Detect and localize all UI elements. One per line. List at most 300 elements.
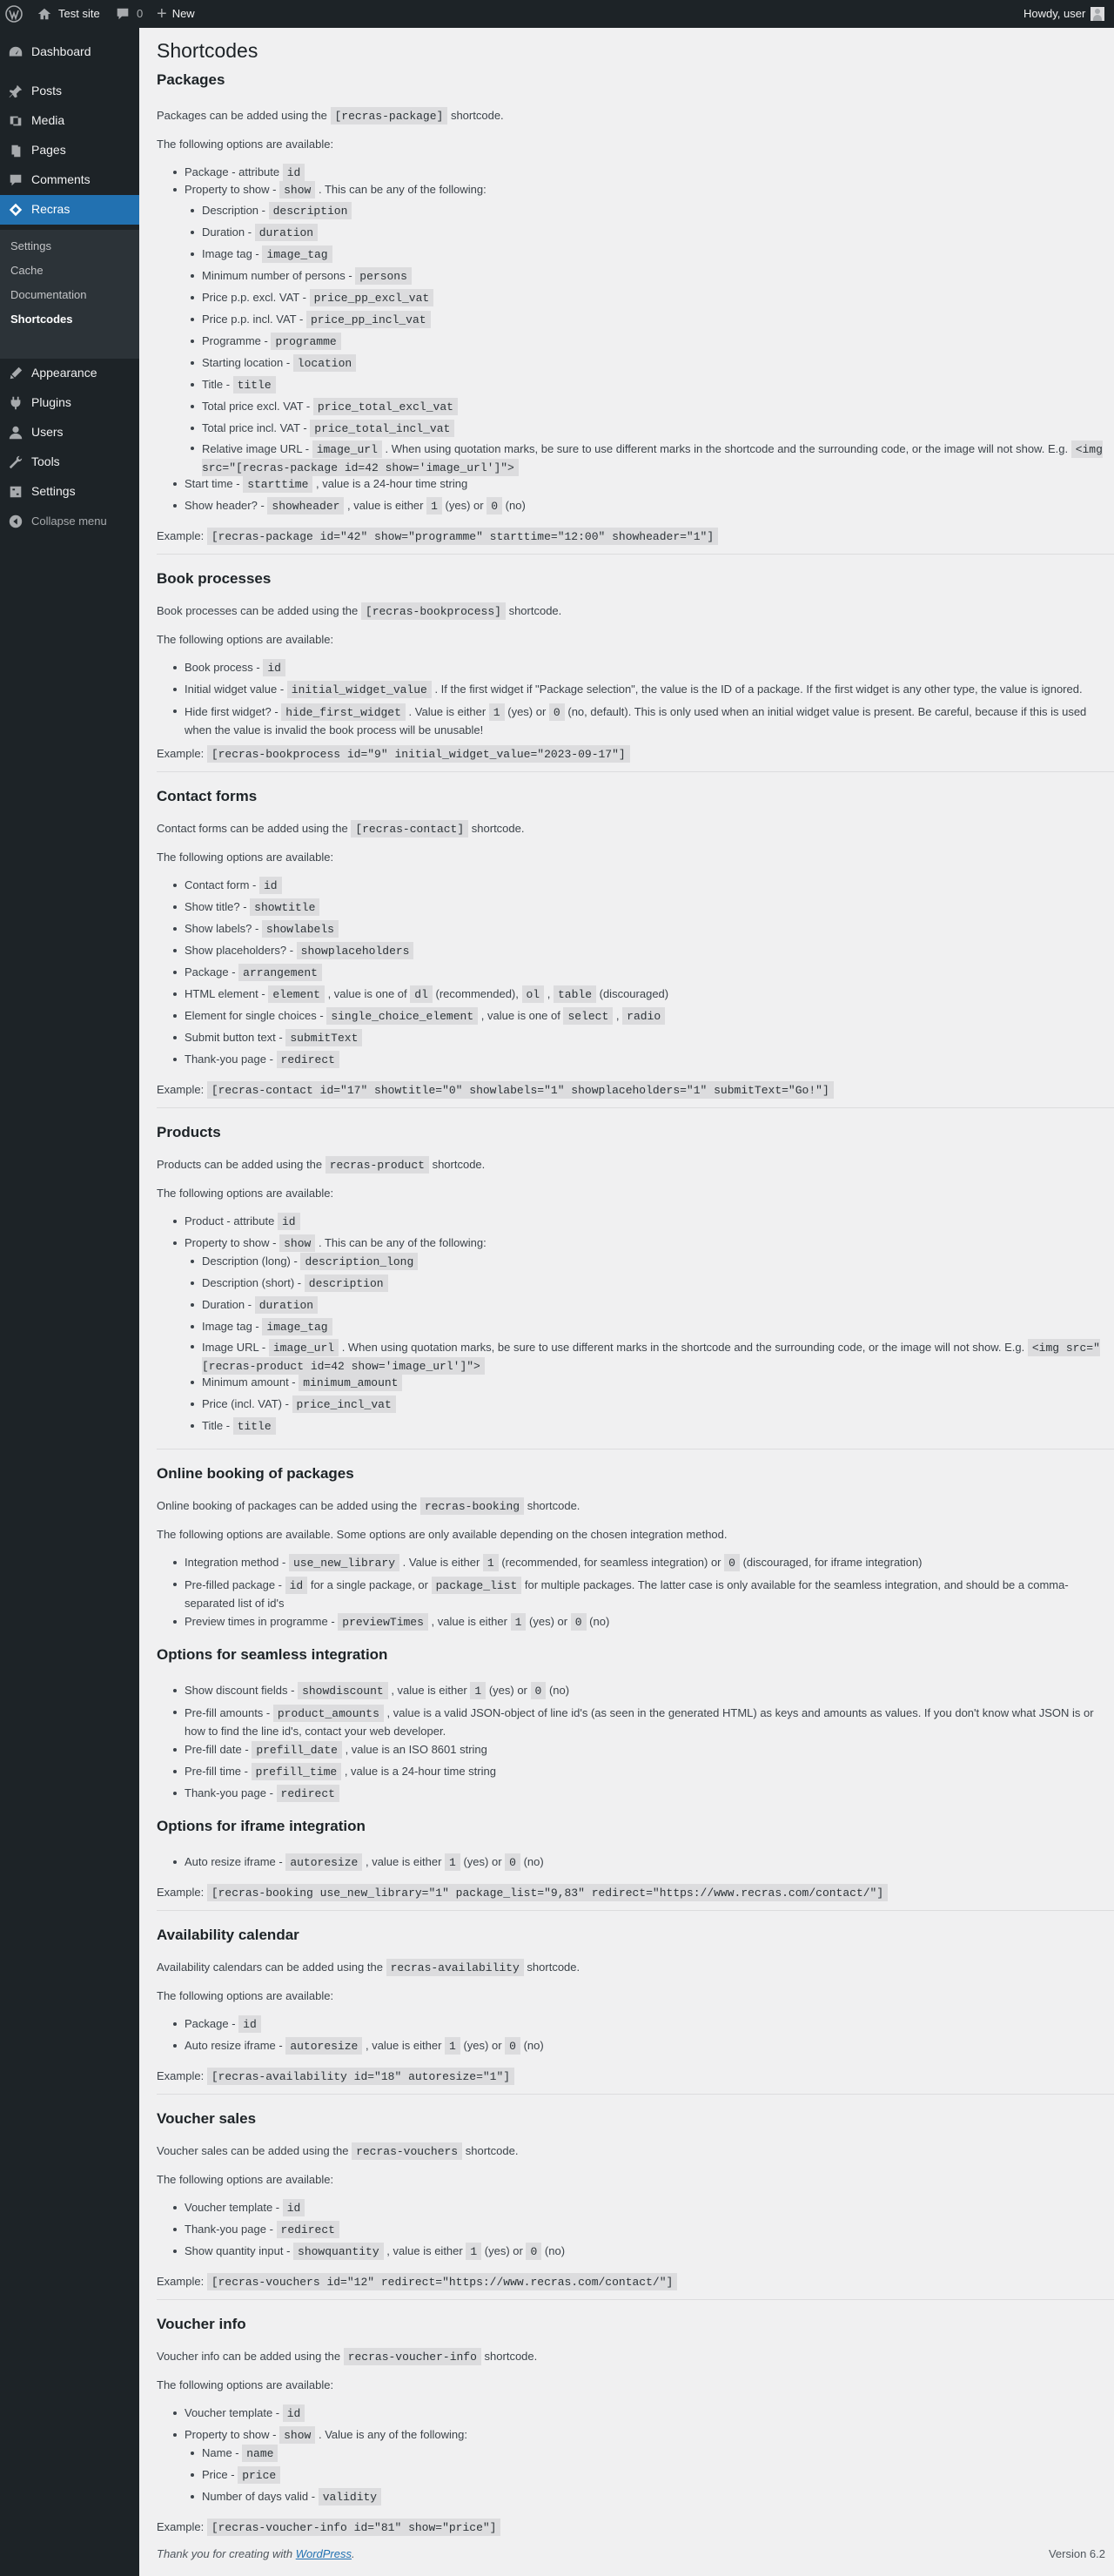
- new-label: New: [171, 7, 195, 20]
- menu-label: Collapse menu: [31, 514, 107, 528]
- comments-link[interactable]: [115, 0, 143, 28]
- bullet: [173, 2206, 177, 2209]
- option-item: [185, 1030, 362, 1046]
- menu-plugins[interactable]: [0, 388, 139, 418]
- option-text: Image URL -: [202, 1341, 266, 1354]
- option-text: Thank-you page -: [185, 2223, 273, 2236]
- option-item: [202, 1339, 1107, 1375]
- option-item: [185, 1555, 923, 1571]
- option-text: (yes) or: [484, 2244, 523, 2257]
- option-item: [185, 921, 339, 938]
- section-heading: Online booking of packages: [157, 1465, 354, 1482]
- option-code: showheader: [267, 497, 344, 515]
- option-text: Book process -: [185, 661, 260, 674]
- desc-text: Products can be added using the: [157, 1158, 323, 1171]
- option-code: package_list: [432, 1577, 522, 1594]
- example-label: Example:: [157, 529, 205, 542]
- bullet: [173, 1689, 177, 1692]
- option-text: (yes) or: [529, 1615, 568, 1628]
- wordpress-logo-icon[interactable]: [5, 0, 24, 28]
- menu-label: Comments: [31, 172, 91, 187]
- option-text: Preview times in programme -: [185, 1615, 335, 1628]
- option-item: [185, 2405, 305, 2422]
- bullet: [173, 710, 177, 713]
- site-name: Test site: [58, 7, 100, 20]
- bullet: [173, 2228, 177, 2231]
- bullet: [191, 1260, 194, 1263]
- option-code: id: [283, 164, 305, 181]
- bullet: [191, 1281, 194, 1285]
- option-text: Number of days valid -: [202, 2490, 316, 2503]
- option-text: Auto resize iframe -: [185, 1855, 283, 1868]
- option-text: , value is either: [386, 2244, 463, 2257]
- option-code: 1: [445, 1853, 460, 1871]
- option-text: Contact form -: [185, 878, 257, 891]
- options-intro: The following options are available:: [157, 1187, 334, 1200]
- bullet: [191, 1325, 194, 1328]
- dashboard-icon: [0, 44, 31, 60]
- option-code: duration: [255, 224, 318, 241]
- option-code: 0: [526, 2243, 541, 2260]
- option-text: Show header? -: [185, 499, 265, 512]
- section-heading: Contact forms: [157, 788, 258, 804]
- dot: .: [352, 2547, 355, 2560]
- option-text: Programme -: [202, 334, 268, 347]
- desc-text: shortcode.: [450, 109, 504, 122]
- option-text: Thank-you page -: [185, 1786, 273, 1799]
- option-text: Element for single choices -: [185, 1009, 324, 1022]
- site-name-link[interactable]: [37, 0, 100, 28]
- submenu-settings[interactable]: Settings: [10, 239, 51, 252]
- bullet: [173, 171, 177, 174]
- options-intro: The following options are available:: [157, 1989, 334, 2002]
- bullet: [191, 1303, 194, 1307]
- option-text: Show quantity input -: [185, 2244, 291, 2257]
- menu-collapse[interactable]: [0, 507, 139, 536]
- option-code: image_tag: [262, 1318, 332, 1335]
- shortcode-name: recras-availability: [386, 1959, 524, 1976]
- option-text: Pre-fill date -: [185, 1743, 249, 1756]
- bullet: [173, 1748, 177, 1752]
- shortcode-name: [recras-package]: [331, 107, 448, 124]
- wordpress-link[interactable]: WordPress: [295, 2547, 352, 2560]
- account-menu[interactable]: [1023, 0, 1104, 28]
- option-text: Property to show -: [185, 183, 277, 196]
- menu-posts[interactable]: [0, 77, 139, 106]
- bullet: [191, 447, 194, 450]
- option-text: Price -: [202, 2468, 235, 2481]
- option-code: programme: [271, 333, 340, 350]
- example-label: Example:: [157, 2069, 205, 2082]
- option-code: ol: [522, 985, 545, 1003]
- menu-comments[interactable]: [0, 165, 139, 195]
- settings-icon: [0, 484, 31, 500]
- menu-label: Appearance: [31, 366, 97, 380]
- option-text: Total price incl. VAT -: [202, 421, 307, 434]
- bullet: [173, 688, 177, 691]
- option-text: Price (incl. VAT) -: [202, 1397, 289, 1410]
- example-line: [157, 2519, 500, 2536]
- option-code: 0: [724, 1554, 740, 1571]
- option-text: (yes) or: [463, 2039, 502, 2052]
- example-label: Example:: [157, 1083, 205, 1096]
- option-code: initial_widget_value: [287, 681, 432, 698]
- version-text: Version 6.2: [1048, 2547, 1105, 2560]
- option-text: . Value is any of the following:: [318, 2428, 467, 2441]
- submenu-shortcodes[interactable]: Shortcodes: [10, 313, 73, 326]
- option-text: (discouraged, for iframe integration): [742, 1556, 923, 1569]
- bullet: [191, 296, 194, 299]
- submenu-cache[interactable]: Cache: [10, 264, 44, 277]
- bullet: [173, 504, 177, 508]
- option-code: hide_first_widget: [281, 703, 406, 721]
- section-heading: Availability calendar: [157, 1927, 299, 1943]
- option-code: 0: [531, 1682, 547, 1699]
- option-code: price_total_excl_vat: [313, 398, 458, 415]
- option-text: (yes) or: [507, 705, 547, 718]
- avatar: [1091, 7, 1104, 21]
- menu-dashboard[interactable]: [0, 37, 139, 67]
- option-item: [202, 1396, 396, 1413]
- option-text: , value is a valid JSON-object of line id's (as seen in the generated HTML) as keys and amounts as values. If you don't know what JSON is or how to find the line id's, contact your web developer.: [185, 1706, 1094, 1738]
- option-text: Relative image URL -: [202, 442, 310, 455]
- menu-media[interactable]: [0, 106, 139, 136]
- admin-bar: [0, 0, 1114, 28]
- option-code: showquantity: [293, 2243, 384, 2260]
- option-code: 0: [505, 1853, 520, 1871]
- option-text: (no): [548, 1684, 570, 1697]
- bullet: [173, 1014, 177, 1018]
- option-text: Price p.p. incl. VAT -: [202, 313, 304, 326]
- option-text: (discouraged): [599, 987, 669, 1000]
- option-code: show: [279, 2426, 315, 2444]
- bullet: [173, 1220, 177, 1223]
- option-code: persons: [355, 267, 412, 285]
- options-intro: The following options are available:: [157, 138, 334, 151]
- option-code: id: [238, 2015, 261, 2033]
- option-item: [185, 682, 1083, 698]
- bullet: [191, 1402, 194, 1406]
- menu-recras[interactable]: [0, 195, 139, 225]
- option-code: prefill_time: [252, 1763, 342, 1780]
- options-intro: The following options are available:: [157, 2173, 334, 2186]
- option-text: Package -: [185, 2017, 236, 2030]
- bullet: [191, 405, 194, 408]
- bullet: [173, 666, 177, 669]
- plus-icon: +: [157, 4, 167, 24]
- bullet: [173, 1711, 177, 1714]
- option-code: arrangement: [238, 964, 322, 981]
- option-item: [185, 1742, 487, 1759]
- option-text: , value is a 24-hour time string: [316, 477, 468, 490]
- section-heading: Products: [157, 1124, 221, 1140]
- option-text: (no): [523, 2039, 544, 2052]
- option-text: Duration -: [202, 225, 252, 239]
- option-item: [185, 1764, 496, 1780]
- option-code: 1: [445, 2037, 460, 2055]
- bullet: [191, 361, 194, 365]
- pages-icon: [0, 143, 31, 158]
- example-label: Example:: [157, 1886, 205, 1899]
- example-label: Example:: [157, 2520, 205, 2533]
- example-code: [recras-bookprocess id="9" initial_widget_value="2023-09-17"]: [207, 745, 630, 763]
- option-text: (no, default). This is only used when an initial widget value is present. Be careful, because if this is used when the value is invalid the book process will be unusable!: [185, 705, 1087, 736]
- option-text: Property to show -: [185, 2428, 277, 2441]
- section-description: [157, 108, 504, 124]
- page-title: Shortcodes: [157, 39, 258, 62]
- example-code: [recras-availability id="18" autoresize="1"]: [207, 2068, 514, 2085]
- option-item: [202, 2445, 278, 2462]
- bullet: [191, 2495, 194, 2499]
- option-item: [202, 203, 352, 219]
- option-item: [185, 2016, 261, 2033]
- option-text: Image tag -: [202, 247, 259, 260]
- option-code: showlabels: [262, 920, 339, 938]
- bullet: [173, 1058, 177, 1061]
- example-line: [157, 1082, 834, 1099]
- menu-label: Recras: [31, 202, 70, 217]
- menu-settings[interactable]: [0, 477, 139, 507]
- option-code: autoresize: [285, 2037, 362, 2055]
- option-code: description_long: [300, 1253, 418, 1270]
- example-label: Example:: [157, 747, 205, 760]
- shortcode-name: recras-vouchers: [352, 2142, 462, 2160]
- option-text: . If the first widget if "Package selection", the value is the ID of a package. If the first widget is any other type, the value is ignored.: [434, 683, 1083, 696]
- option-text: Minimum number of persons -: [202, 269, 352, 282]
- option-code: price_pp_excl_vat: [310, 289, 434, 306]
- menu-label: Dashboard: [31, 44, 91, 59]
- option-item: [202, 1375, 402, 1391]
- option-text: (no): [523, 1855, 544, 1868]
- shortcode-name: [recras-contact]: [351, 820, 468, 837]
- option-code: image_tag: [262, 245, 332, 263]
- bullet: [173, 971, 177, 974]
- option-text: Show placeholders? -: [185, 944, 294, 957]
- option-text: for multiple packages. The latter case is only available for the seamless integration, and should be a comma-separated list of id's: [185, 1578, 1069, 1610]
- desc-text: Online booking of packages can be added using the: [157, 1499, 418, 1512]
- option-code: name: [242, 2445, 278, 2462]
- option-text: (yes) or: [445, 499, 484, 512]
- option-code: show: [279, 181, 315, 198]
- menu-appearance[interactable]: [0, 359, 139, 388]
- option-code: showdiscount: [298, 1682, 388, 1699]
- bullet: [191, 340, 194, 343]
- option-code: table: [554, 985, 596, 1003]
- option-code: show: [279, 1234, 315, 1252]
- option-code: 1: [470, 1682, 486, 1699]
- submenu-documentation[interactable]: Documentation: [10, 288, 87, 301]
- menu-label: Posts: [31, 84, 63, 98]
- section-description: [157, 2143, 518, 2160]
- section-divider: [157, 2299, 1114, 2300]
- section-heading: Packages: [157, 71, 225, 88]
- menu-label: Users: [31, 425, 64, 440]
- option-code: id: [285, 1577, 308, 1594]
- option-code: showtitle: [250, 898, 319, 916]
- option-text: (yes) or: [463, 1855, 502, 1868]
- option-text: Starting location -: [202, 356, 291, 369]
- bullet: [173, 2411, 177, 2415]
- subsection-heading: Options for seamless integration: [157, 1646, 388, 1663]
- option-text: , value is either: [365, 1855, 442, 1868]
- option-item: [185, 1854, 544, 1871]
- option-code: validity: [319, 2488, 381, 2505]
- option-text: (yes) or: [488, 1684, 527, 1697]
- option-item: [185, 943, 413, 959]
- option-code: description: [305, 1275, 388, 1292]
- option-item: [202, 1418, 276, 1435]
- option-code: redirect: [277, 1051, 339, 1068]
- option-code: dl: [410, 985, 433, 1003]
- menu-label: Tools: [31, 454, 60, 469]
- option-item: [185, 878, 282, 894]
- option-text: Start time -: [185, 477, 240, 490]
- recras-submenu: [0, 230, 139, 359]
- section-description: [157, 2349, 537, 2365]
- comment-count: 0: [137, 7, 144, 20]
- option-text: , value is an ISO 8601 string: [345, 1743, 487, 1756]
- desc-text: shortcode.: [432, 1158, 486, 1171]
- option-item: [202, 1297, 318, 1314]
- option-item: [202, 312, 431, 328]
- option-text: Pre-filled package -: [185, 1578, 282, 1591]
- option-code: price_pp_incl_vat: [306, 311, 431, 328]
- option-item: [185, 965, 322, 981]
- menu-label: Media: [31, 113, 65, 128]
- new-content-link[interactable]: [157, 0, 195, 28]
- menu-users[interactable]: [0, 418, 139, 447]
- desc-text: Packages can be added using the: [157, 109, 327, 122]
- desc-text: shortcode.: [527, 1499, 580, 1512]
- bullet: [173, 2044, 177, 2048]
- option-text: ,: [547, 987, 551, 1000]
- option-item: [185, 1052, 339, 1068]
- option-item: [185, 1008, 665, 1025]
- tools-icon: [0, 454, 31, 470]
- option-code: autoresize: [285, 1853, 362, 1871]
- bullet: [173, 949, 177, 952]
- option-code: id: [283, 2404, 305, 2422]
- bullet: [173, 1241, 177, 1245]
- bullet: [173, 1036, 177, 1039]
- desc-text: shortcode.: [508, 604, 562, 617]
- plugins-icon: [0, 395, 31, 411]
- shortcode-name: [recras-bookprocess]: [361, 602, 506, 620]
- option-item: [185, 2427, 467, 2444]
- pushpin-icon: [0, 84, 31, 99]
- menu-pages[interactable]: [0, 136, 139, 165]
- option-text: Title -: [202, 378, 231, 391]
- appearance-icon: [0, 366, 31, 381]
- option-code: 1: [483, 1554, 499, 1571]
- bullet: [173, 1792, 177, 1795]
- option-item: [202, 333, 341, 350]
- option-item: [202, 290, 433, 306]
- option-item: [185, 1235, 487, 1252]
- bullet: [173, 482, 177, 486]
- option-item: [202, 399, 458, 415]
- section-heading: Book processes: [157, 570, 272, 587]
- option-code: minimum_amount: [299, 1374, 402, 1391]
- option-item: [185, 986, 668, 1003]
- section-divider: [157, 771, 1114, 772]
- users-icon: [0, 425, 31, 441]
- section-divider: [157, 2094, 1114, 2095]
- option-code: 0: [487, 497, 502, 515]
- option-text: (no): [544, 2244, 566, 2257]
- menu-tools[interactable]: [0, 447, 139, 477]
- option-text: Show labels? -: [185, 922, 259, 935]
- option-code: description: [269, 202, 352, 219]
- option-item: [202, 377, 276, 393]
- option-code: <img src="[recras-product id=42 show='image_url']">: [202, 1339, 1100, 1375]
- option-text: Hide first widget? -: [185, 705, 278, 718]
- option-text: Voucher template -: [185, 2201, 280, 2214]
- desc-text: Voucher info can be added using the: [157, 2350, 341, 2363]
- option-item: [202, 225, 318, 241]
- example-line: [157, 1885, 888, 1901]
- option-code: id: [283, 2199, 305, 2216]
- example-label: Example:: [157, 2275, 205, 2288]
- bullet: [173, 2250, 177, 2253]
- option-item: [185, 182, 487, 198]
- example-line: [157, 2274, 677, 2290]
- option-code: prefill_date: [252, 1741, 342, 1759]
- options-intro: The following options are available:: [157, 633, 334, 646]
- option-item: [185, 1614, 609, 1631]
- option-text: . When using quotation marks, be sure to use different marks in the shortcode and the surrounding code, or the image will not show. E.g.: [385, 442, 1069, 455]
- option-text: Total price excl. VAT -: [202, 400, 311, 413]
- option-text: , value is either: [347, 499, 424, 512]
- comment-bubble-icon: [115, 6, 131, 22]
- section-heading: Voucher sales: [157, 2110, 257, 2127]
- option-item: [202, 246, 332, 263]
- bullet: [191, 1345, 194, 1349]
- option-item: [185, 1683, 569, 1699]
- bullet: [173, 905, 177, 909]
- option-text: Title -: [202, 1419, 231, 1432]
- desc-text: shortcode.: [465, 2144, 519, 2157]
- section-description: [157, 1960, 580, 1976]
- option-text: Submit button text -: [185, 1031, 283, 1044]
- option-code: 0: [571, 1613, 587, 1631]
- option-code: select: [563, 1007, 613, 1025]
- comments-icon: [0, 172, 31, 188]
- bullet: [173, 1770, 177, 1773]
- option-text: . This can be any of the following:: [318, 1236, 487, 1249]
- desc-text: Book processes can be added using the: [157, 604, 359, 617]
- option-text: , value is one of: [480, 1009, 560, 1022]
- option-text: Image tag -: [202, 1320, 259, 1333]
- home-icon: [37, 6, 52, 22]
- menu-label: Settings: [31, 484, 76, 499]
- option-item: [185, 1705, 1114, 1740]
- shortcode-name: recras-voucher-info: [344, 2348, 481, 2365]
- option-item: [185, 1577, 1114, 1612]
- option-item: [202, 1275, 388, 1292]
- bullet: [191, 2452, 194, 2455]
- option-text: (no): [589, 1615, 610, 1628]
- section-description: [157, 1157, 485, 1174]
- option-text: Minimum amount -: [202, 1375, 296, 1389]
- option-text: . This can be any of the following:: [318, 183, 487, 196]
- option-code: use_new_library: [289, 1554, 399, 1571]
- desc-text: Contact forms can be added using the: [157, 822, 348, 835]
- option-text: Description -: [202, 204, 265, 217]
- option-text: , value is either: [365, 2039, 442, 2052]
- bullet: [191, 318, 194, 321]
- option-text: (no): [505, 499, 526, 512]
